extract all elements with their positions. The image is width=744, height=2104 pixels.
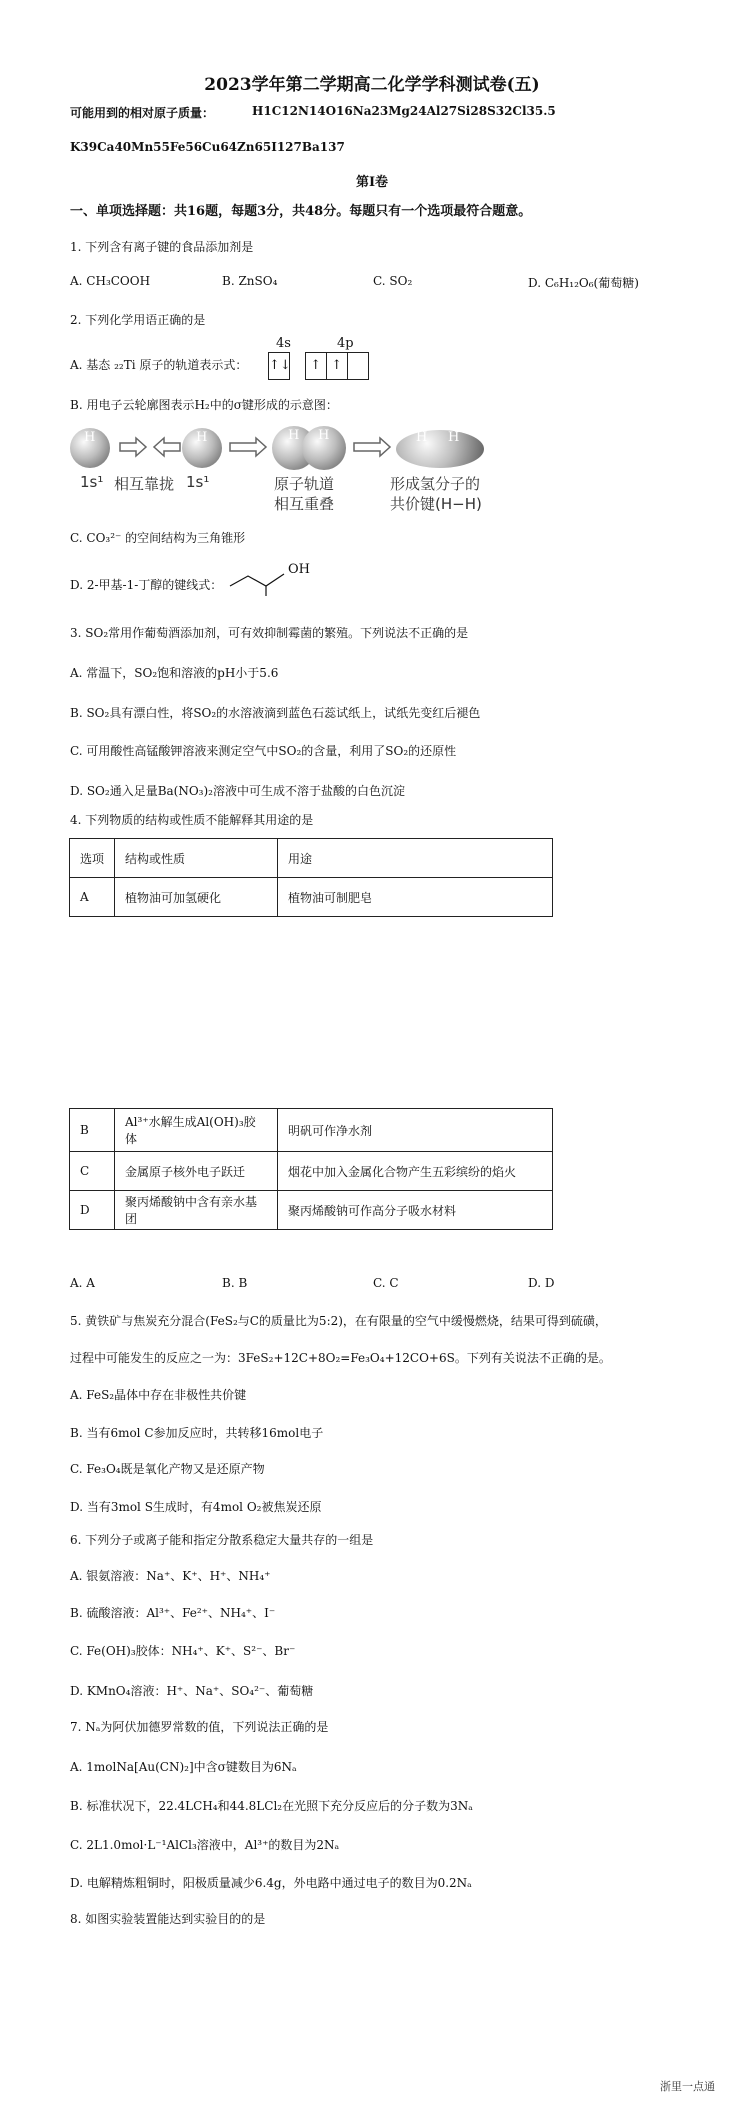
h-label-3: H: [288, 428, 300, 443]
q4-option-b: B. B: [222, 1276, 248, 1290]
diagram-label-overlap-b: 相互重叠: [274, 495, 335, 513]
q1-option-b: B. ZnSO₄: [222, 274, 278, 288]
q6-option-c: C. Fe(OH)₃胶体：NH₄⁺、K⁺、S²⁻、Br⁻: [70, 1644, 296, 1658]
q1-stem: 1. 下列含有离子键的食品添加剂是: [70, 240, 254, 254]
q6-option-b: B. 硫酸溶液：Al³⁺、Fe²⁺、NH₄⁺、I⁻: [70, 1606, 276, 1620]
q3-option-a: A. 常温下，SO₂饱和溶液的pH小于5.6: [70, 666, 279, 680]
orbital-4s-label: 4s: [276, 336, 291, 351]
q3-option-c: C. 可用酸性高锰酸钾溶液来测定空气中SO₂的含量，利用了SO₂的还原性: [70, 744, 457, 758]
q1-option-c: C. SO₂: [373, 274, 413, 288]
q2-option-c: C. CO₃²⁻ 的空间结构为三角锥形: [70, 531, 246, 545]
arrow-left-icon: [152, 436, 182, 458]
table-row: [70, 839, 553, 878]
diagram-label-1s-left: 1s¹: [80, 473, 104, 491]
table-cell: 聚丙烯酸钠中含有亲水基团: [115, 1191, 278, 1230]
table-cell: 选项: [70, 839, 115, 878]
q4-option-d: D. D: [528, 1276, 555, 1290]
table-cell: 植物油可加氢硬化: [115, 878, 278, 917]
diagram-label-overlap-a: 原子轨道: [274, 475, 335, 493]
q1-option-d: D. C₆H₁₂O₆(葡萄糖): [528, 276, 639, 290]
arrow-right-icon: [352, 436, 392, 458]
footer-watermark: 浙里一点通: [660, 2080, 715, 2093]
orbital-box-4s: ↑↓: [268, 352, 290, 380]
q2-stem: 2. 下列化学用语正确的是: [70, 313, 206, 327]
q5-option-c: C. Fe₃O₄既是氧化产物又是还原产物: [70, 1462, 265, 1476]
orbital-box-4p-1: ↑: [305, 352, 327, 380]
table-cell: D: [70, 1191, 115, 1230]
q4-option-a: A. A: [70, 1276, 95, 1290]
volume-heading: 第Ⅰ卷: [355, 175, 389, 190]
table-cell: 用途: [278, 839, 553, 878]
table-cell: 明矾可作净水剂: [278, 1109, 553, 1152]
orbital-box-4p-2: ↑: [326, 352, 348, 380]
h-label-2: H: [196, 430, 208, 445]
orbital-diagram: [268, 352, 368, 380]
h-label-5: H: [416, 430, 428, 445]
q7-option-c: C. 2L1.0mol·L⁻¹AlCl₃溶液中，Al³⁺的数目为2Nₐ: [70, 1838, 340, 1852]
q7-option-d: D. 电解精炼粗铜时，阳极质量减少6.4g，外电路中通过电子的数目为0.2Nₐ: [70, 1876, 472, 1890]
diagram-label-approach: 相互靠拢: [114, 475, 175, 493]
q5-option-d: D. 当有3mol S生成时，有4mol O₂被焦炭还原: [70, 1500, 322, 1514]
table-row: [70, 878, 553, 917]
q5-option-b: B. 当有6mol C参加反应时，共转移16mol电子: [70, 1426, 324, 1440]
table-cell: B: [70, 1109, 115, 1152]
q2-option-a: A. 基态 ₂₂Ti 原子的轨道表示式：: [70, 358, 248, 372]
q3-option-d: D. SO₂通入足量Ba(NO₃)₂溶液中可生成不溶于盐酸的白色沉淀: [70, 784, 405, 798]
q5-stem-line2: 过程中可能发生的反应之一为：3FeS₂+12C+8O₂=Fe₃O₄+12CO+6S。下列有关说法不正确的是。: [70, 1351, 611, 1365]
skeletal-formula: [226, 562, 296, 596]
q5-stem-line1: 5. 黄铁矿与焦炭充分混合(FeS₂与C的质量比为5:2)，在有限量的空气中缓慢燃烧，结果可得到硫磺，: [70, 1314, 607, 1328]
q7-stem: 7. Nₐ为阿伏加德罗常数的值，下列说法正确的是: [70, 1720, 329, 1734]
diagram-label-bond-a: 形成氢分子的: [390, 475, 481, 493]
table-cell: 结构或性质: [115, 839, 278, 878]
oh-group-label: OH: [288, 562, 310, 577]
q6-option-a: A. 银氨溶液：Na⁺、K⁺、H⁺、NH₄⁺: [70, 1569, 271, 1583]
q1-option-a: A. CH₃COOH: [70, 274, 151, 288]
q4-table-top: [69, 838, 553, 917]
q3-stem: 3. SO₂常用作葡萄酒添加剂，可有效抑制霉菌的繁殖。下列说法不正确的是: [70, 626, 469, 640]
q7-option-a: A. 1molNa[Au(CN)₂]中含σ键数目为6Nₐ: [70, 1760, 297, 1774]
table-cell: 金属原子核外电子跃迁: [115, 1152, 278, 1191]
orbital-box-4p-3: [347, 352, 369, 380]
atomic-masses-line2: K39Ca40Mn55Fe56Cu64Zn65I127Ba137: [70, 140, 345, 154]
q2-option-b: B. 用电子云轮廓图表示H₂中的σ键形成的示意图：: [70, 398, 338, 412]
diagram-label-1s-right: 1s¹: [186, 473, 210, 491]
q5-option-a: A. FeS₂晶体中存在非极性共价键: [70, 1388, 247, 1402]
q8-stem: 8. 如图实验装置能达到实验目的的是: [70, 1912, 266, 1926]
q3-option-b: B. SO₂具有漂白性，将SO₂的水溶液滴到蓝色石蕊试纸上，试纸先变红后褪色: [70, 706, 481, 720]
section-heading: 一、单项选择题：共16题，每题3分，共48分。每题只有一个选项最符合题意。: [70, 204, 532, 219]
h2-molecule-sphere: [396, 430, 484, 468]
q6-stem: 6. 下列分子或离子能和指定分散系稳定大量共存的一组是: [70, 1533, 374, 1547]
diagram-label-bond-b: 共价键(H−H): [390, 495, 482, 513]
h-label-1: H: [84, 430, 96, 445]
q4-stem: 4. 下列物质的结构或性质不能解释其用途的是: [70, 813, 314, 827]
table-row: [70, 1109, 553, 1152]
atomic-masses-line1: H1C12N14O16Na23Mg24Al27Si28S32Cl35.5: [252, 104, 556, 118]
table-row: [70, 1191, 553, 1230]
q6-option-d: D. KMnO₄溶液：H⁺、Na⁺、SO₄²⁻、葡萄糖: [70, 1684, 314, 1698]
table-cell: C: [70, 1152, 115, 1191]
q2-option-d: D. 2-甲基-1-丁醇的键线式：: [70, 578, 223, 592]
arrow-right-icon: [228, 436, 268, 458]
orbital-4p-label: 4p: [337, 336, 354, 351]
table-cell: 植物油可制肥皂: [278, 878, 553, 917]
table-cell: 聚丙烯酸钠可作高分子吸水材料: [278, 1191, 553, 1230]
q7-option-b: B. 标准状况下，22.4LCH₄和44.8LCl₂在光照下充分反应后的分子数为3Nₐ: [70, 1799, 473, 1813]
q4-table-bottom: [69, 1108, 553, 1230]
page-title: 2023学年第二学期高二化学学科测试卷(五): [204, 75, 540, 95]
q4-option-c: C. C: [373, 1276, 399, 1290]
table-cell: A: [70, 878, 115, 917]
h-label-6: H: [448, 430, 460, 445]
table-row: [70, 1152, 553, 1191]
h-label-4: H: [318, 428, 330, 443]
table-cell: 烟花中加入金属化合物产生五彩缤纷的焰火: [278, 1152, 553, 1191]
atomic-mass-label: 可能用到的相对原子质量：: [70, 106, 215, 120]
arrow-right-icon: [118, 436, 148, 458]
table-cell: Al³⁺水解生成Al(OH)₃胶体: [115, 1109, 278, 1152]
